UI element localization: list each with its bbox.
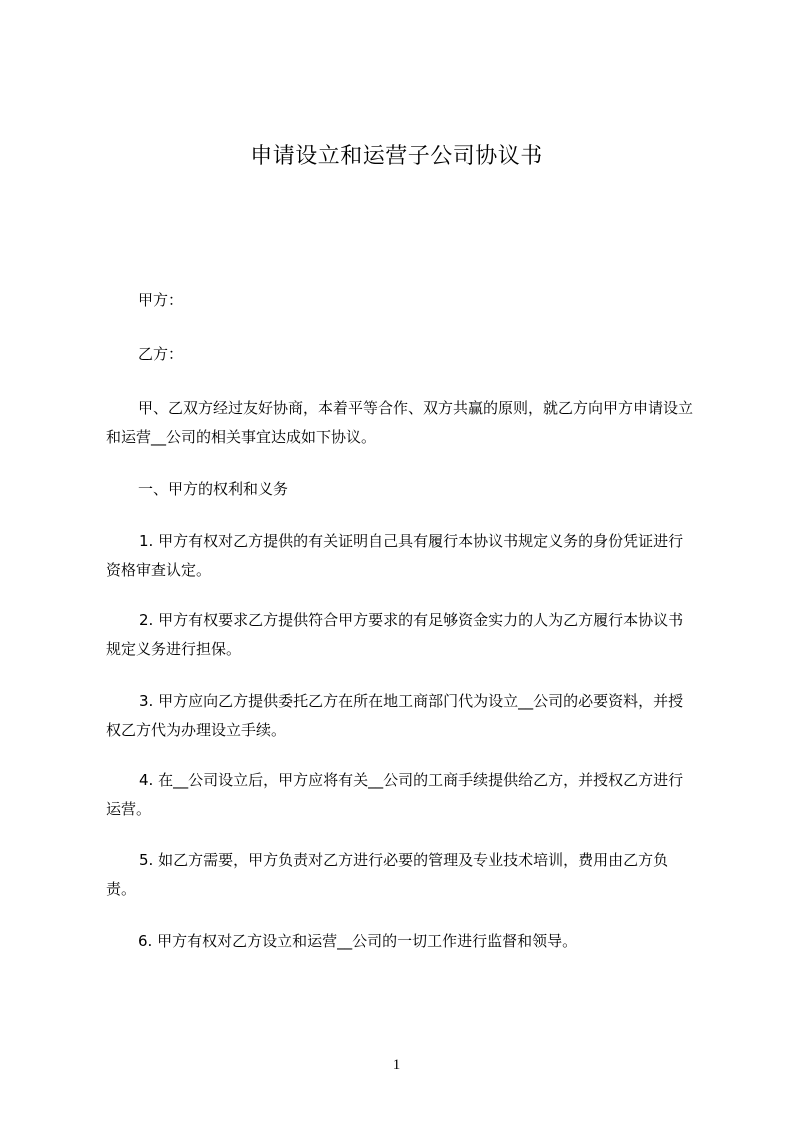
intro-paragraph: 甲、乙双方经过友好协商，本着平等合作、双方共赢的原则，就乙方向甲方申请设立和运营__公司的相关事宜达成如下协议。 <box>106 399 694 446</box>
section-heading: 一、甲方的权利和义务 <box>138 480 289 498</box>
clause-5: 5. 如乙方需要，甲方负责对乙方进行必要的管理及专业技术培训，费用由乙方负责。 <box>106 851 669 898</box>
page-number: 1 <box>392 1057 401 1073</box>
clause-6: 6. 甲方有权对乙方设立和运营__公司的一切工作进行监督和领导。 <box>138 932 578 950</box>
clause-1: 1. 甲方有权对乙方提供的有关证明自己具有履行本协议书规定义务的身份凭证进行资格审查认定。 <box>106 532 684 579</box>
party-a-label: 甲方： <box>138 291 184 309</box>
document-title: 申请设立和运营子公司协议书 <box>250 144 543 169</box>
clause-2: 2. 甲方有权要求乙方提供符合甲方要求的有足够资金实力的人为乙方履行本协议书规定义务进行担保。 <box>106 611 684 658</box>
clause-4: 4. 在__公司设立后，甲方应将有关__公司的工商手续提供给乙方，并授权乙方进行运营。 <box>106 771 684 818</box>
party-b-label: 乙方： <box>138 345 184 363</box>
clause-3: 3. 甲方应向乙方提供委托乙方在所在地工商部门代为设立__公司的必要资料，并授权乙方代为办理设立手续。 <box>106 692 684 739</box>
